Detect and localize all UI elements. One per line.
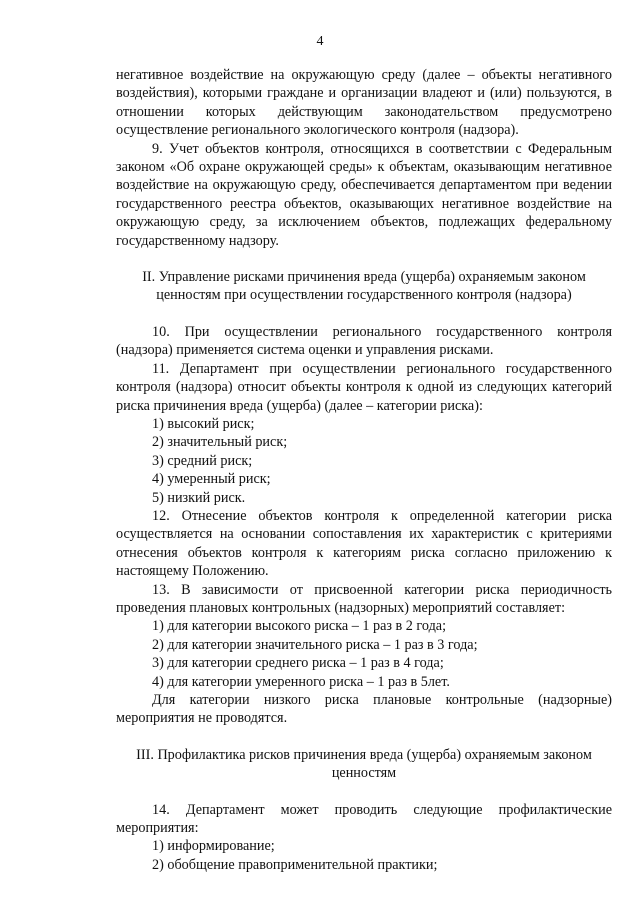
paragraph: 13. В зависимости от присвоенной категории риска периодичность проведения плановых контрольных (надзорных) мероприятий составляет: [116, 581, 612, 616]
spacer [116, 728, 612, 746]
list-item: 4) умеренный риск; [152, 471, 271, 488]
list-item: 2) для категории значительного риска – 1 раз в 3 года; [152, 636, 478, 653]
paragraph: 12. Отнесение объектов контроля к определенной категории риска осуществляется на основании сопоставления их характеристик с критериями отнесения объектов контроля к категориям риска согласно приложению к настоящему Положению. [116, 507, 612, 580]
list-item: 2) обобщение правоприменительной практики; [152, 856, 438, 873]
paragraph: 9. Учет объектов контроля, относящихся в соответствии с Федеральным законом «Об охране окружающей среды» к объектам, оказывающим негативное воздействие на окружающую среду, обеспечивается департаментом при ведении государственного реестра объектов, оказывающих негативное воздействие на окружающую среду, за исключением объектов, подлежащих федеральному государственному надзору. [116, 140, 612, 249]
list-item: 2) значительный риск; [152, 434, 288, 451]
list-item: 1) высокий риск; [152, 415, 255, 432]
spacer [116, 783, 612, 801]
paragraph: 10. При осуществлении регионального государственного контроля (надзора) применяется система оценки и управления рисками. [116, 323, 612, 359]
list-item: 3) для категории среднего риска – 1 раз в 4 года; [152, 655, 444, 672]
spacer [116, 305, 612, 323]
list-item: 4) для категории умеренного риска – 1 раз в 5лет. [152, 673, 450, 690]
section-heading: II. Управление рисками причинения вреда (ущерба) охраняемым законом ценностям при осуществлении государственного контроля (надзора) [142, 269, 586, 304]
document-body [116, 66, 612, 874]
list-item: 1) информирование; [152, 838, 275, 855]
list-item: 3) средний риск; [152, 452, 253, 469]
paragraph: 14. Департамент может проводить следующие профилактические мероприятия: [116, 801, 612, 837]
paragraph: 11. Департамент при осуществлении регионального государственного контроля (надзора) относит объекты контроля к одной из следующих категорий риска причинения вреда (ущерба) (далее – категории риска): [116, 360, 612, 414]
list-item: 5) низкий риск. [152, 489, 246, 506]
page-number: 4 [316, 34, 324, 49]
list-item: 1) для категории высокого риска – 1 раз в 2 года; [152, 618, 447, 635]
spacer [116, 250, 612, 268]
paragraph: негативное воздействие на окружающую среду (далее – объекты негативного воздействия), которыми граждане и организации владеют и (или) пользуются, в отношении которых действующим законодательством предусмотрено осуществление регионального экологического контроля (надзора). [116, 67, 612, 139]
paragraph: Для категории низкого риска плановые контрольные (надзорные) мероприятия не проводятся. [116, 692, 612, 727]
section-heading: III. Профилактика рисков причинения вреда (ущерба) охраняемым законом ценностям [136, 746, 592, 782]
